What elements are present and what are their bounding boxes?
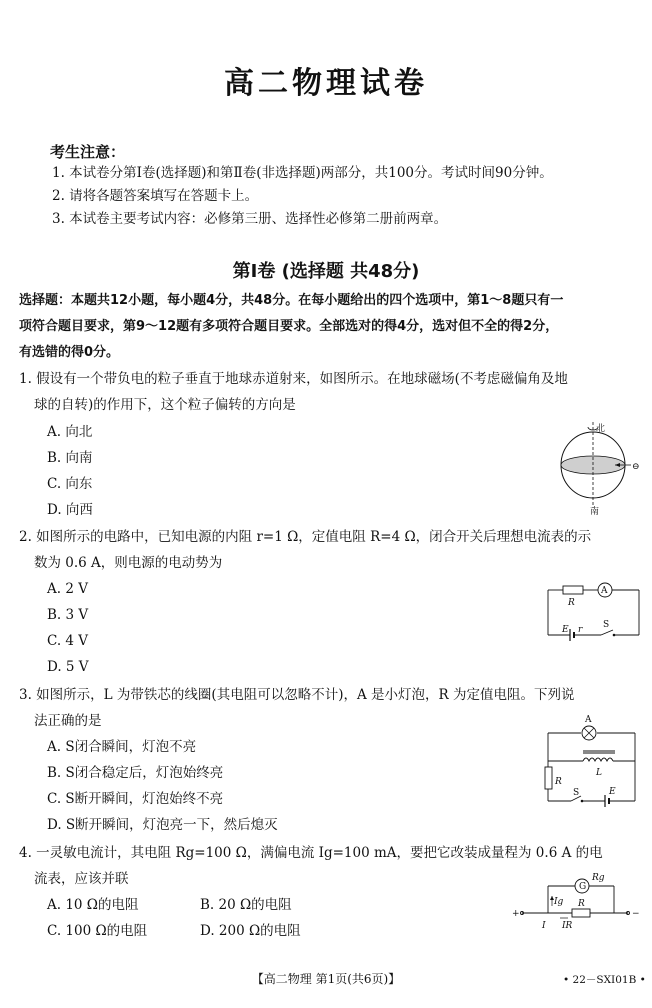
q4-option-d: D. 200 Ω的电阻 [200, 923, 301, 939]
q3-resistor-label: R [555, 777, 562, 787]
q2-ammeter-label: A [601, 586, 608, 596]
section-heading: 第Ⅰ卷 (选择题 共48分) [232, 261, 420, 282]
section-intro-line-1: 选择题：本题共12小题，每小题4分，共48分。在每小题给出的四个选项中，第1～8题只有一 [19, 293, 564, 308]
paper-code: • 22－SXI01B • [563, 974, 646, 986]
q2-option-d: D. 5 V [47, 659, 89, 675]
q4-resistor-label: R [578, 899, 585, 909]
q1-option-a: A. 向北 [47, 424, 93, 440]
q4-rg-label: Rg [592, 873, 605, 883]
q3-stem-line-2: 法正确的是 [34, 713, 102, 729]
charge-symbol: ⊖ [632, 462, 640, 472]
page-title: 高二物理试卷 [224, 66, 428, 101]
notice-item-3: 3. 本试卷主要考试内容：必修第三册、选择性必修第二册前两章。 [52, 211, 448, 227]
q3-emf-label: E [609, 787, 616, 797]
q4-stem-line-2: 流表，应该并联 [34, 871, 129, 887]
earth-figure [555, 418, 645, 517]
notice-item-2: 2. 请将各题答案填写在答题卡上。 [52, 188, 259, 204]
circuit-figure-q3 [543, 713, 643, 808]
q4-option-a: A. 10 Ω的电阻 [47, 897, 139, 913]
q2-option-c: C. 4 V [47, 633, 89, 649]
q4-minus-terminal: − [632, 909, 640, 919]
q2-stem-line-1: 2. 如图所示的电路中，已知电源的内阻 r=1 Ω，定值电阻 R=4 Ω，闭合开关后理想电流表的示 [19, 529, 592, 545]
q4-ir-label: IR [562, 921, 573, 931]
earth-south-label: 南 [590, 507, 600, 517]
q2-emf-label: E [562, 625, 569, 635]
q3-option-b: B. S闭合稳定后，灯泡始终亮 [47, 765, 224, 781]
q2-switch-label: S [603, 620, 610, 630]
q4-current-label: I [542, 921, 546, 931]
earth-north-label: 北 [596, 424, 606, 434]
q3-option-c: C. S断开瞬间，灯泡始终不亮 [47, 791, 224, 807]
notice-heading: 考生注意： [50, 143, 126, 161]
q2-resistor-label: R [568, 598, 575, 608]
circuit-figure-q2 [545, 580, 645, 640]
notice-item-1: 1. 本试卷分第Ⅰ卷(选择题)和第Ⅱ卷(非选择题)两部分，共100分。考试时间90分钟。 [52, 165, 553, 181]
q3-switch-label: S [573, 788, 580, 798]
q4-ig-label: Ig [554, 897, 564, 907]
q4-plus-terminal: + [512, 909, 520, 919]
page-footer: 【高二物理 第1页(共6页)】 [251, 972, 401, 986]
q3-lamp-label: A [585, 715, 592, 725]
section-intro-line-2: 项符合题目要求，第9～12题有多项符合题目要求。全部选对的得4分，选对但不全的得2分， [19, 319, 559, 334]
q1-option-c: C. 向东 [47, 476, 93, 492]
q4-option-b: B. 20 Ω的电阻 [200, 897, 292, 913]
q4-galvanometer-label: G [579, 882, 587, 892]
section-intro-line-3: 有选错的得0分。 [19, 345, 120, 360]
q3-coil-label: L [596, 768, 602, 778]
q2-option-b: B. 3 V [47, 607, 89, 623]
q3-option-d: D. S断开瞬间，灯泡亮一下，然后熄灭 [47, 817, 278, 833]
q3-stem-line-1: 3. 如图所示，L 为带铁芯的线圈(其电阻可以忽略不计)，A 是小灯泡，R 为定值电阻。下列说 [19, 687, 575, 703]
q2-option-a: A. 2 V [47, 581, 88, 597]
circuit-figure-q4 [510, 868, 640, 938]
q2-internal-resistance-label: r [578, 625, 583, 635]
q1-stem-line-2: 球的自转)的作用下，这个粒子偏转的方向是 [34, 397, 296, 413]
q1-stem-line-1: 1. 假设有一个带负电的粒子垂直于地球赤道射来，如图所示。在地球磁场(不考虑磁偏角及地 [19, 371, 568, 387]
q1-option-d: D. 向西 [47, 502, 93, 518]
q2-stem-line-2: 数为 0.6 A，则电源的电动势为 [34, 555, 223, 571]
q4-option-c: C. 100 Ω的电阻 [47, 923, 148, 939]
q1-option-b: B. 向南 [47, 450, 93, 466]
q3-option-a: A. S闭合瞬间，灯泡不亮 [47, 739, 197, 755]
q4-stem-line-1: 4. 一灵敏电流计，其电阻 Rg=100 Ω，满偏电流 Ig=100 mA，要把它改装成量程为 0.6 A 的电 [19, 845, 603, 861]
